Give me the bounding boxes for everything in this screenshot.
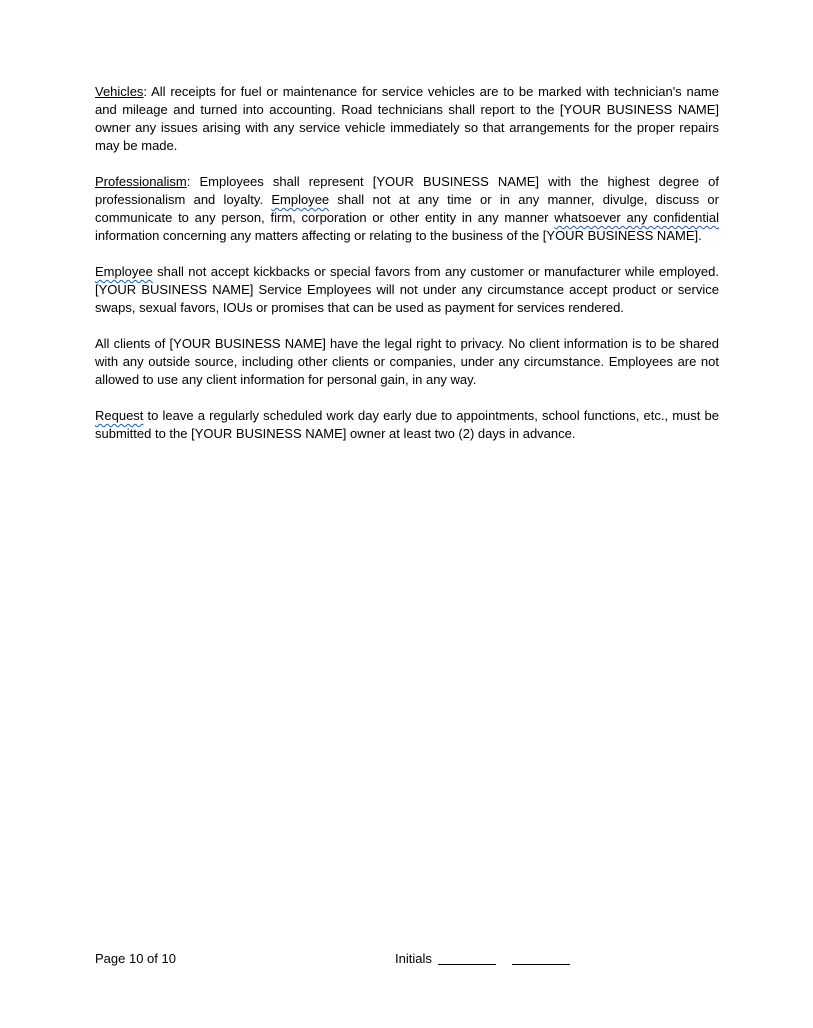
paragraph-kickbacks [95,263,719,317]
page-footer [95,950,719,970]
paragraph-text: : All receipts for fuel or maintenance for service vehicles are to be marked with technician's name and mileage and turned into accounting. Road technicians shall report to the [YOUR BUSINESS NAME] owner any issues arising with any service vehicle immediately so that arrangements for the proper repairs may be made. [95,84,719,153]
paragraph-text: information concerning any matters affecting or relating to the business of the [YOUR BUSINESS NAME]. [95,228,702,243]
paragraph-text: : Employees shall represent [YOUR BUSINESS NAME] with the highest degree of professionalism and loyalty. [95,174,719,207]
page-number: Page 10 of 10 [95,951,176,966]
spellcheck-flagged-word[interactable]: Employee [95,264,153,279]
paragraph-leave-request [95,407,719,443]
initials-blank-1 [438,950,496,965]
paragraph-vehicles [95,83,719,155]
paragraph-text: All clients of [YOUR BUSINESS NAME] have the legal right to privacy. No client information is to be shared with any outside source, including other clients or companies, under any circumstance. Employees are not allowed to use any client information for personal gain, in any way. [95,336,719,387]
paragraph-privacy [95,335,719,389]
initials-blank-2 [512,950,570,965]
paragraph-text: to leave a regularly scheduled work day early due to appointments, school functions, etc., must be submitted to the [YOUR BUSINESS NAME] owner at least two (2) days in advance. [95,408,719,441]
term-vehicles: Vehicles [95,84,144,99]
paragraph-professionalism [95,173,719,245]
initials-field [395,950,570,968]
initials-label: Initials [395,951,432,966]
document-body [95,83,719,461]
spellcheck-flagged-phrase[interactable]: whatsoever any confidential [554,210,719,225]
paragraph-text: shall not at any time or in any manner, divulge, discuss or communicate to any person, firm, corporation or other entity in any manner [95,192,719,225]
paragraph-text: shall not accept kickbacks or special favors from any customer or manufacturer while employed. [YOUR BUSINESS NAME] Service Employees will not under any circumstance accept product or service swaps, sexual favors, IOUs or promises that can be used as payment for services rendered. [95,264,719,315]
spellcheck-flagged-word[interactable]: Request [95,408,144,423]
spellcheck-flagged-word[interactable]: Employee [271,192,330,207]
term-professionalism: Professionalism [95,174,187,189]
